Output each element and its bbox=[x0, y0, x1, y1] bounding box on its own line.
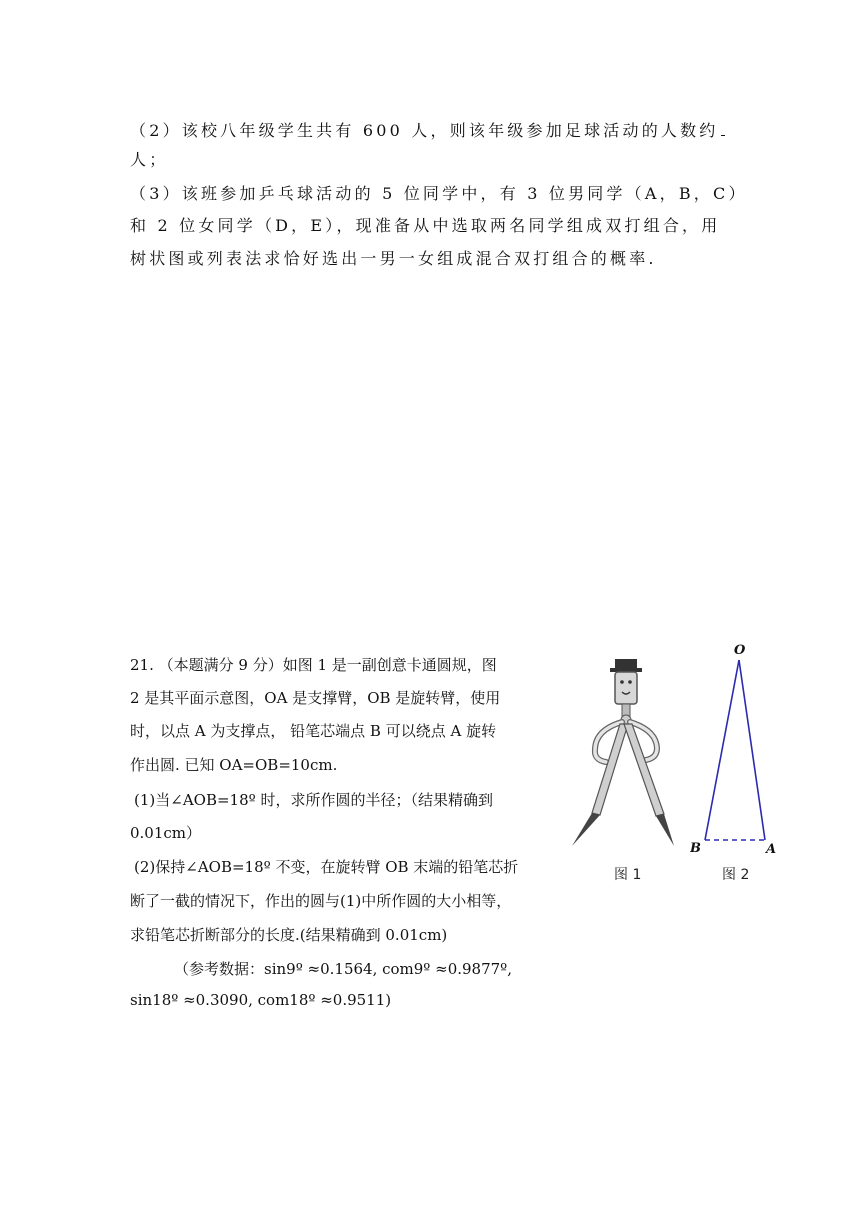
reference-data-line1: （参考数据：sin9º ≈0.1564, com9º ≈0.9877º, bbox=[174, 960, 513, 978]
q21-line1: 21. （本题满分 9 分）如图 1 是一副创意卡通圆规，图 bbox=[130, 656, 497, 674]
arm-oa-line bbox=[739, 660, 765, 840]
triangle-oab-figure bbox=[690, 640, 790, 860]
compass-head-icon bbox=[615, 672, 637, 704]
part3-line1: （3）该班参加乒乓球活动的 5 位同学中，有 3 位男同学（A，B，C） bbox=[130, 184, 748, 203]
label-a: A bbox=[766, 842, 777, 857]
part2-line1: （2）该校八年级学生共有 600 人，则该年级参加足球活动的人数约 bbox=[130, 118, 725, 141]
q21-part1-line2: 0.01cm） bbox=[130, 824, 202, 842]
answer-blank bbox=[721, 121, 725, 136]
arm-ob-line bbox=[705, 660, 739, 840]
cartoon-compass-figure bbox=[560, 650, 690, 850]
q21-part2-line3: 求铅笔芯折断部分的长度.(结果精确到 0.01cm) bbox=[130, 926, 448, 944]
q21-part1-line1: (1)当∠AOB=18º 时，求所作圆的半径；（结果精确到 bbox=[134, 791, 493, 809]
q21-part2-line1: (2)保持∠AOB=18º 不变，在旋转臂 OB 末端的铅笔芯折 bbox=[134, 858, 519, 876]
q21-line2: 2 是其平面示意图，OA 是支撑臂，OB 是旋转臂，使用 bbox=[130, 689, 501, 707]
figure2-caption: 图 2 bbox=[722, 867, 750, 883]
reference-data-line2: sin18º ≈0.3090, com18º ≈0.9511) bbox=[130, 991, 392, 1009]
label-o: O bbox=[734, 643, 746, 658]
q21-part2-line2: 断了一截的情况下，作出的圆与(1)中所作圆的大小相等， bbox=[130, 892, 512, 910]
q21-line4: 作出圆. 已知 OA=OB=10cm. bbox=[130, 756, 338, 774]
part3-line2: 和 2 位女同学（D，E），现准备从中选取两名同学组成双打组合，用 bbox=[130, 216, 721, 235]
compass-hat-icon bbox=[615, 659, 637, 669]
compass-leg-right-icon bbox=[624, 724, 664, 816]
q21-line3: 时，以点 A 为支撑点， 铅笔芯端点 B 可以绕点 A 旋转 bbox=[130, 722, 497, 740]
figure1-caption: 图 1 bbox=[614, 867, 642, 883]
part3-line3: 树状图或列表法求恰好选出一男一女组成混合双打组合的概率. bbox=[130, 249, 657, 268]
label-b: B bbox=[690, 841, 701, 856]
part2-line2: 人； bbox=[130, 150, 169, 169]
